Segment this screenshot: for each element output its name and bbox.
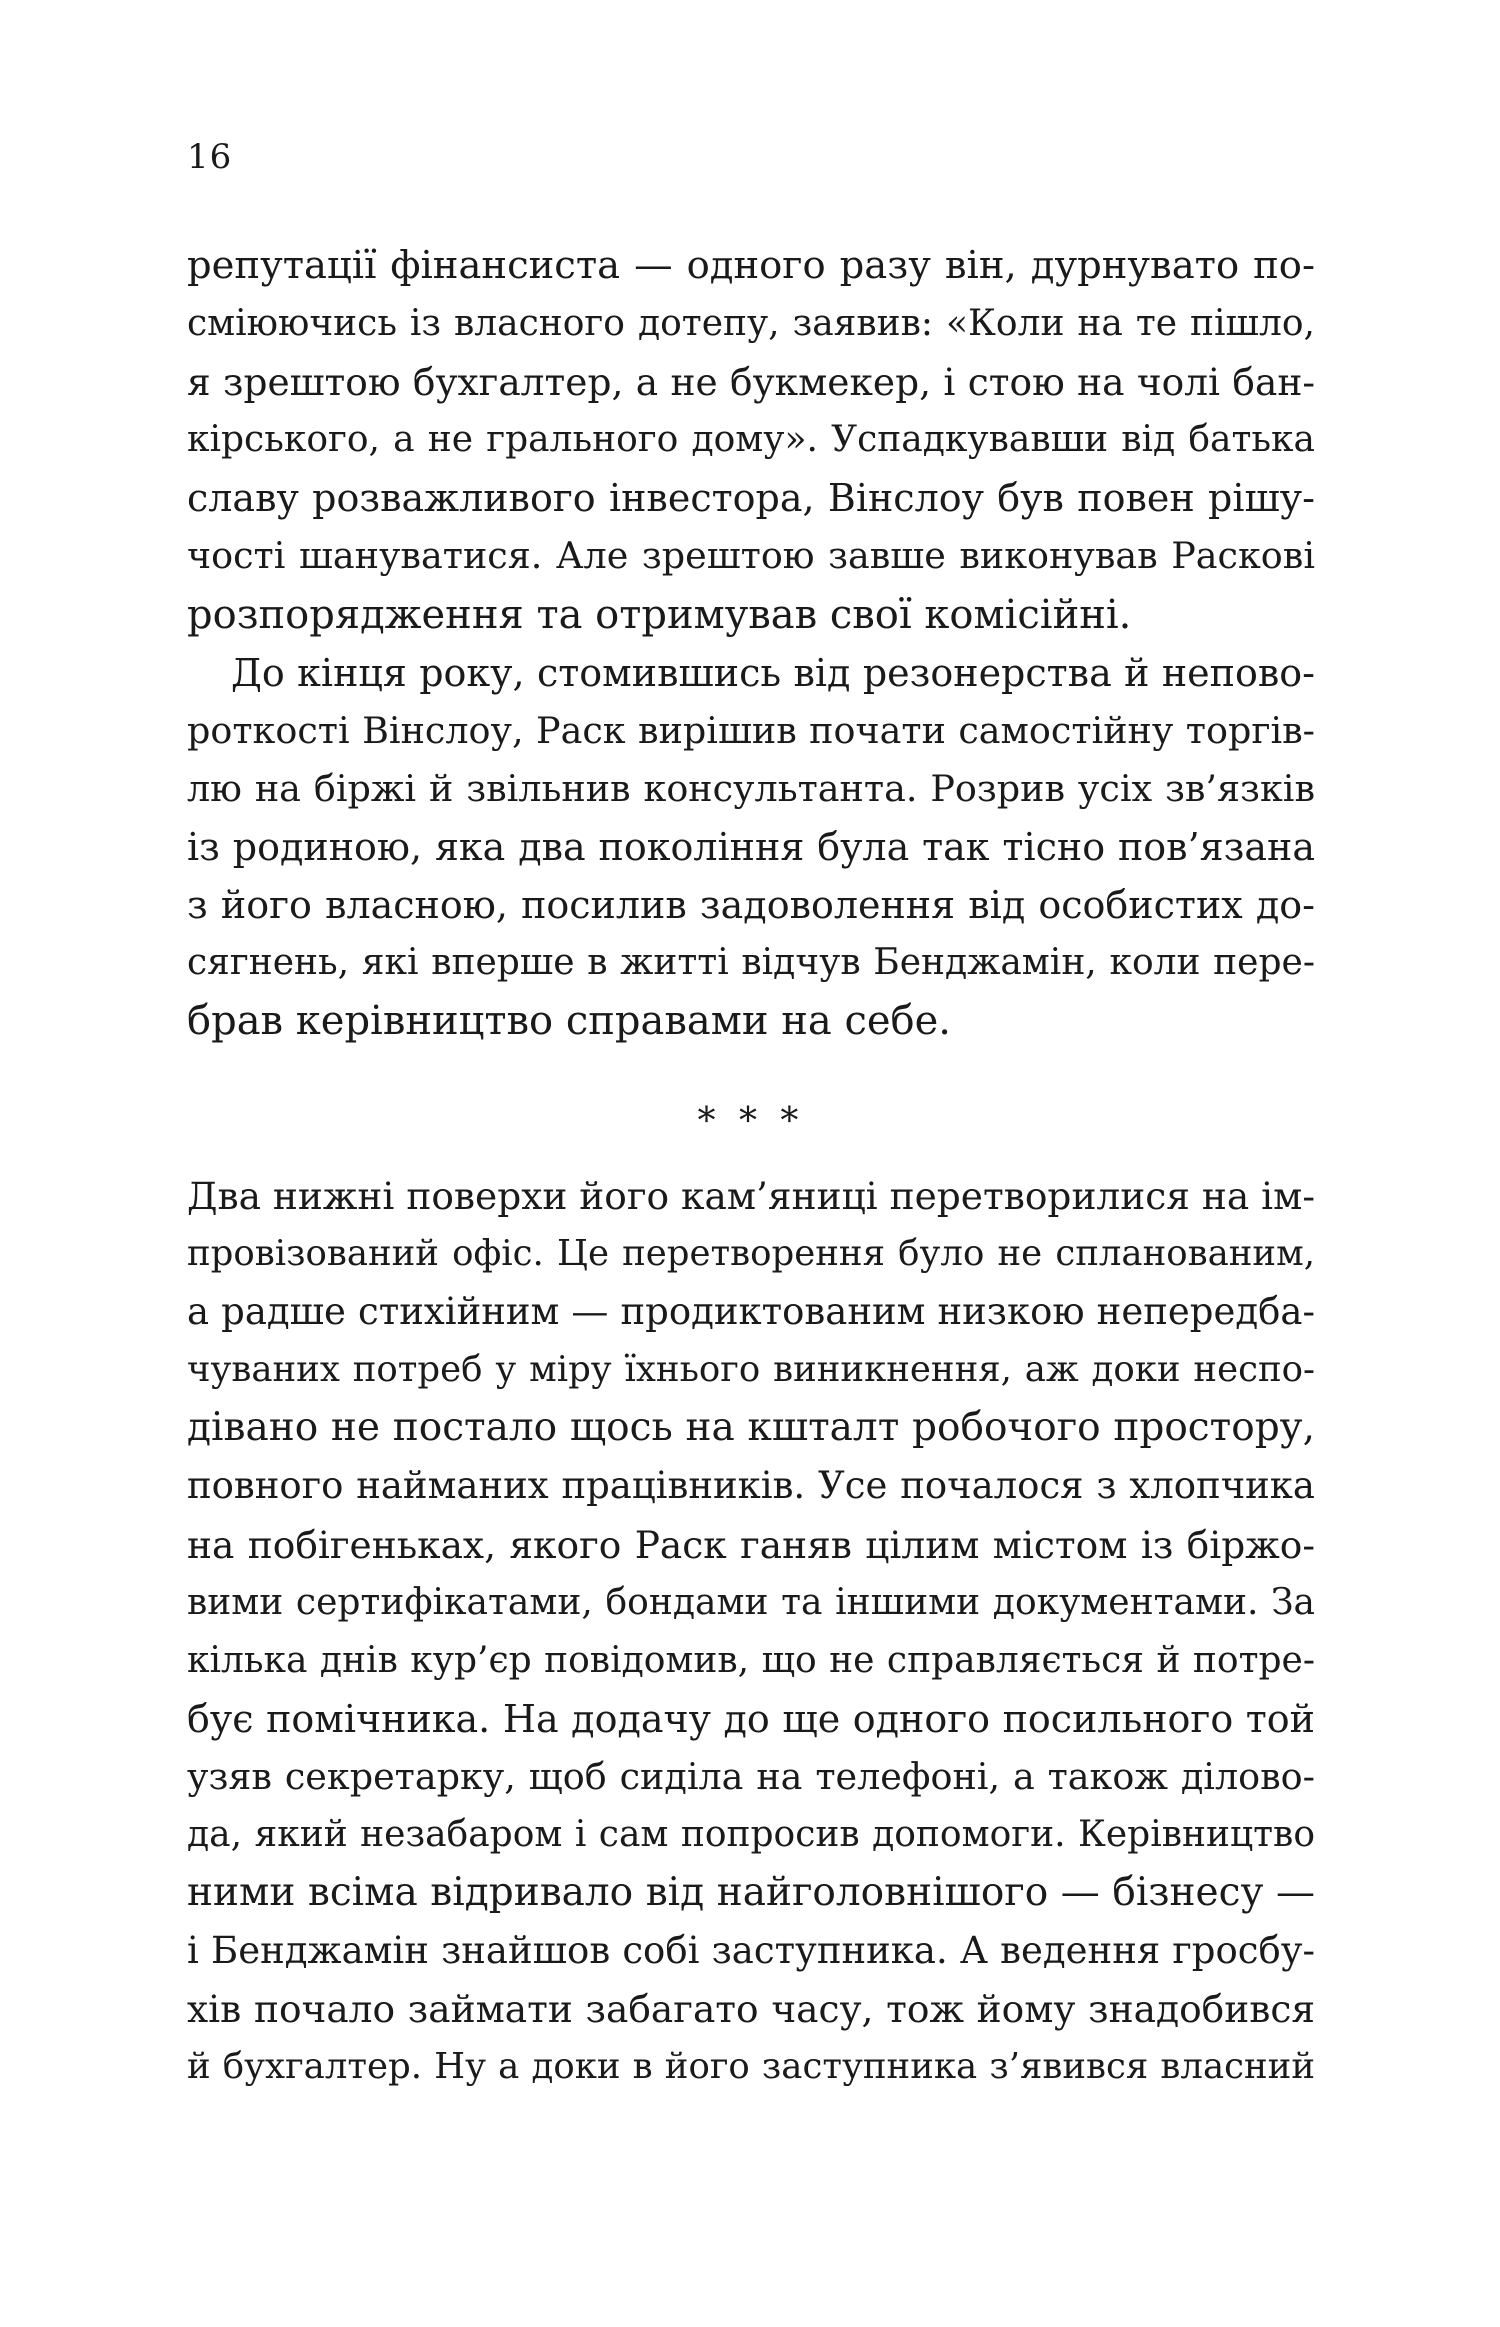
text-line: узяв секретарку, щоб сиділа на телефоні, а також ділово- — [187, 1754, 1315, 1798]
text-line: вими сертифікатами, бондами та іншими документами. За — [187, 1581, 1315, 1623]
text-line: сягнень, які вперше в житті відчув Бенджамін, коли пере- — [187, 942, 1315, 984]
text-line: чуваних потреб у міру їхнього виникнення, аж доки неспо- — [187, 1349, 1315, 1391]
text-line: і Бенджамін знайшов собі заступника. А ведення гросбу- — [187, 1929, 1315, 1973]
text-line: славу розважливого інвестора, Вінслоу був повен рішу- — [187, 476, 1315, 521]
paragraph-block-1 — [187, 237, 1315, 1050]
text-line: дівано не постало щось на кшталт робочого простору, — [187, 1405, 1315, 1451]
text-line: й бухгалтер. Ну а доки в його заступника з’явився власний — [187, 2046, 1315, 2088]
text-line: розпорядження та отримував свої комісійні. — [187, 591, 1132, 638]
text-line: сміюючись із власного дотепу, заявив: «Коли на те пішло, — [187, 303, 1315, 345]
text-line: чості шануватися. Але зрештою завше виконував Раскові — [187, 534, 1315, 578]
text-line: я зрештою бухгалтер, а не букмекер, і стою на чолі бан- — [187, 360, 1315, 405]
page-number: 16 — [187, 137, 233, 177]
text-line: лю на біржі й звільнив консультанта. Розрив усіх зв’язків — [187, 766, 1315, 810]
text-line: До кінця року, стомившись від резонерства й непово- — [231, 650, 1315, 695]
text-line: кірського, а не грального дому». Успадкувавши від батька — [187, 419, 1315, 461]
text-line: брав керівництво справами на себе. — [187, 998, 951, 1045]
text-line: повного найманих працівників. Усе почалося з хлопчика — [187, 1464, 1315, 1508]
paragraph-block-2 — [187, 1167, 1315, 2097]
text-line: роткості Вінслоу, Раск вирішив почати самостійну торгів- — [187, 708, 1315, 752]
text-line: а радше стихійним — продиктованим низкою непередба- — [187, 1290, 1315, 1334]
text-line: репутації фінансиста — одного разу він, дурнувато по- — [187, 243, 1315, 288]
text-line: бує помічника. На додачу до ще одного посильного той — [187, 1696, 1315, 1741]
text-line: з його власною, посилив задоволення від особистих до- — [187, 883, 1315, 928]
text-line: Два нижні поверхи його кам’яниці перетворилися на ім- — [187, 1174, 1315, 1218]
text-line: із родиною, яка два покоління була так тісно пов’язана — [187, 824, 1315, 869]
section-separator: * * * — [697, 1101, 805, 1142]
text-line: на побігеньках, якого Раск ганяв цілим містом із біржо- — [187, 1522, 1315, 1567]
text-line: ними всіма відривало від найголовнішого — бізнесу — — [187, 1870, 1315, 1916]
text-line: хів почало займати забагато часу, тож йому знадобився — [187, 1987, 1315, 2032]
text-line: кілька днів кур’єр повідомив, що не справляється й потре- — [187, 1639, 1315, 1681]
text-line: да, який незабаром і сам попросив допомоги. Керівництво — [187, 1814, 1315, 1856]
text-line: провізований офіс. Це перетворення було не спланованим, — [187, 1233, 1315, 1275]
